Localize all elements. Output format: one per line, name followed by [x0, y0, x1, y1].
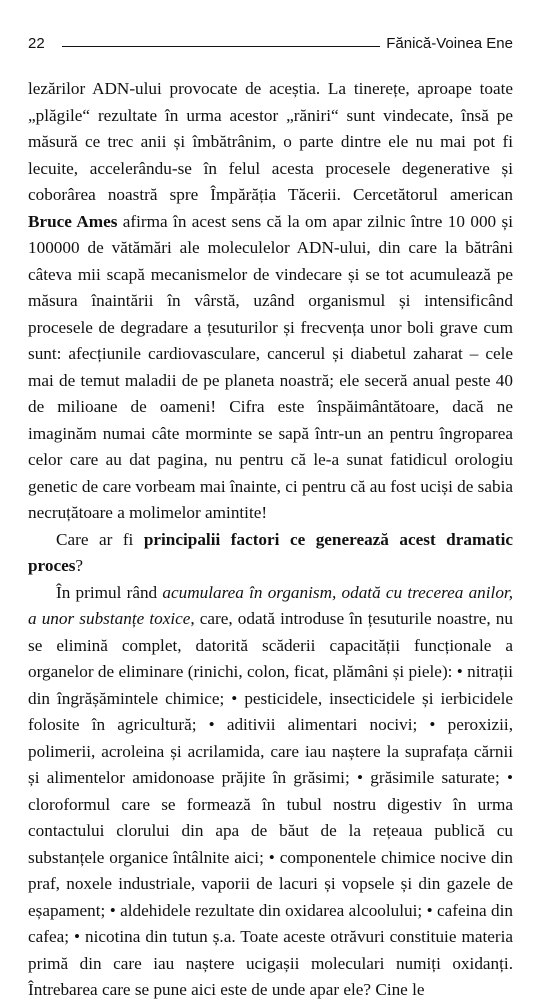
text-run: Care ar fi [56, 529, 144, 549]
text-run: , care, odată introduse în țesuturile noastre, nu se elimină complet, datorită scăderii capacității funcționale a organelor de eliminare (rinichi, colon, ficat, plămâni și piele): • nitrații din îngrășămintele chimice; • pesticidele, insecticidele și ierbicidele folosite în agricultură; • aditivii alimentari nocivi; • peroxizii, polimerii, acroleina și acrilamida, care iau naștere la suprafața cărnii și alimentelor amidonoase prăjite în grăsimi; • grăsimile saturate; • cloroformul care se formează în tubul nostru digestiv în urma contactului clorului din apa de băut de la rețeaua publică cu substanțele organice întâlnite aici; • componentele chimice nocive din praf, noxele industriale, vaporii de lacuri și vopsele și din gazele de eșapament; • aldehidele rezultate din oxidarea alcoolului; • cafeina din cafea; • nicotina din tutun ș.a. Toate aceste otrăvuri constituie materia primă din care iau naștere ucigașii moleculari numiți oxidanți. Întrebarea care se pune aici este de unde apar ele? Cine le [28, 609, 513, 999]
paragraph-3 [28, 580, 513, 1004]
text-run: lezărilor ADN-ului provocate de aceștia. La tinerețe, aproape toate „plăgile“ rezultate în urma acestor „răniri“ sunt vindecate, însă pe măsură ce trec anii și îmbătrânim, o parte dintre ele nu mai pot fi lecuite, accelerându-se în felul acesta procesele degenerative și coborârea noastră spre Împărăția Tăcerii. Cercetătorul american [28, 79, 513, 204]
running-header [28, 26, 513, 52]
italic-emphasis: acumularea în organism, odată cu trecerea anilor, a unor substanțe toxice [28, 582, 513, 628]
bold-question: principalii factori ce generează acest dramatic proces [28, 529, 513, 575]
author-name-bold: Bruce Ames [28, 211, 118, 231]
text-run: afirma în acest sens că la om apar zilnic între 10 000 și 100000 de vătămări ale moleculelor ADN-ului, din care la bătrâni câteva mii scapă mecanismelor de vindecare și se tot acumulează pe măsura înaintării în vârstă, uzând organismul și intensificând procesele de degradare a țesuturilor și frecvența unor boli grave cum sunt: afecțiunile cardiovasculare, cancerul și diabetul zaharat – cele mai de temut maladii de pe planeta noastră; ele seceră anual peste 40 de milioane de oameni! Cifra este înspăimântătoare, dacă ne imaginăm numai câte morminte se sapă într-un an pentru îngroparea celor care au dat pagina, nu pentru că le-a sunat fatidicul orologiu genetic de care vorbeam mai înainte, ci pentru că au fost uciși de sabia necruțătoare a molimelor amintite! [28, 211, 513, 522]
page-number: 22 [28, 35, 45, 52]
paragraph-1 [28, 76, 513, 527]
text-run: În primul rând [56, 582, 163, 602]
text-run: ? [75, 556, 84, 575]
running-author: Fănică-Voinea Ene [386, 35, 513, 52]
paragraph-2 [28, 527, 513, 580]
header-rule [62, 46, 380, 47]
body-text [28, 76, 513, 1004]
